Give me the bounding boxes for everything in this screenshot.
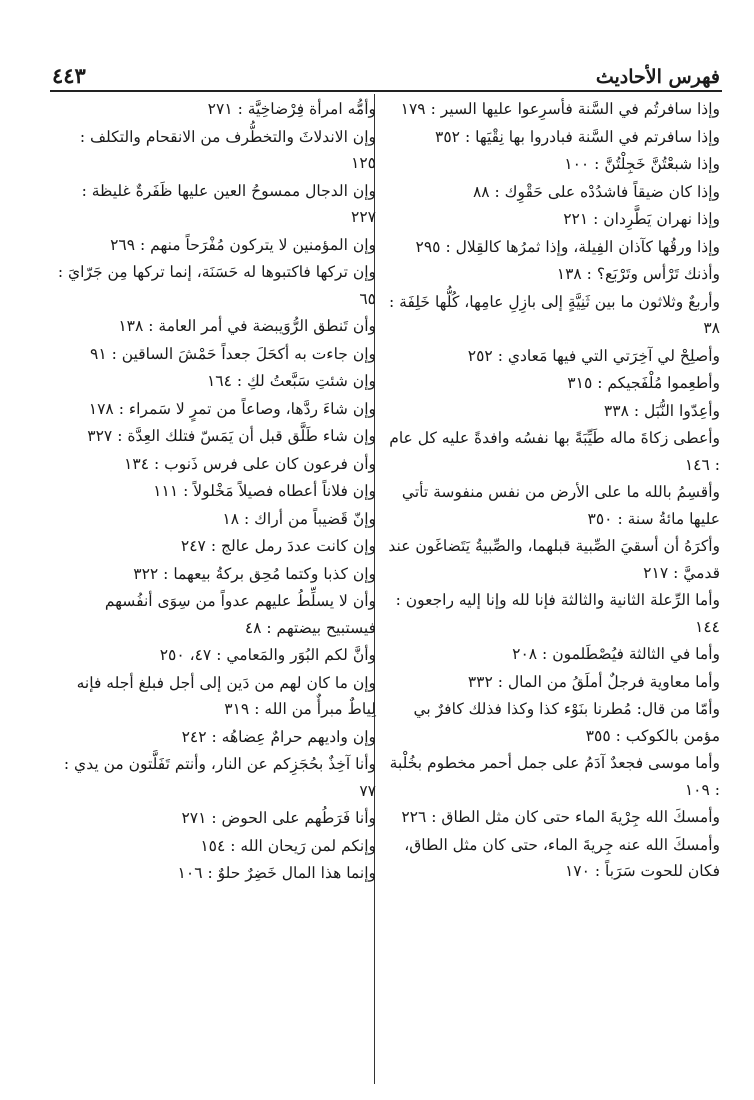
hadith-index-entry: وإذا نهران يَطَّرِدان : ٢٢١: [563, 210, 720, 228]
hadith-index-entry: وإن كذبا وكتما مُحِق بركةُ بيعهما : ٣٢٢: [133, 564, 376, 583]
hadith-index-entry: وإذا كان ضيقاً فاشدُدْه على حَقْوِك : ٨٨: [472, 182, 720, 201]
hadith-index-entry: وأمسكَ الله عنه جِريةَ الماء، حتى كان مثل الطاق، فكان للحوت سَرَباً : ١٧٠: [404, 835, 720, 880]
header-rule: [50, 90, 722, 92]
hadith-index-entry: وإذا شبعْتُنَّ خَجِلْتُنَّ : ١٠٠: [564, 155, 720, 173]
hadith-index-entry: وأنا آخِذٌ بحُجَزِكم عن النار، وأنتم تَفَلَّتون من يدي : ٧٧: [63, 755, 376, 800]
hadith-index-entry: وإذا سافرتُم في السَّنة فأسرِعوا عليها السير : ١٧٩: [400, 100, 720, 118]
hadith-index-entry: وإن واديهم حرامٌ عِضاهُه : ٢٤٢: [181, 727, 376, 746]
hadith-index-entry: وأمّا من قال: مُطرنا بنَوْء كذا وكذا فذلك كافرٌ بي مؤمن بالكوكب : ٣٥٥: [413, 700, 720, 745]
hadith-index-column-right: [384, 96, 720, 1080]
hadith-index-entry: وإن الاندلاثَ والتخطُّرف من الانقحام والتكلف : ١٢٥: [79, 127, 376, 172]
hadith-index-entry: وأما الرِّعلة الثانية والثالثة فإنا لله وإنا إليه راجعون : ١٤٤: [395, 591, 720, 636]
hadith-index-entry: وأن فرعون كان على فرس ذَنوب : ١٣٤: [124, 454, 376, 473]
hadith-index-entry: وإنكم لمن رَيحان الله : ١٥٤: [200, 836, 376, 855]
hadith-index-entry: وإذا سافرتم في السَّنة فبادروا بها نِقْيَها : ٣٥٢: [435, 127, 720, 146]
hadith-index-entry: وإن شاءَ ردَّها، وصاعاً من تمرٍ لا سَمراء : ١٧٨: [88, 399, 376, 418]
hadith-index-entry: وإن الدجال ممسوحُ العين عليها ظَفَرةٌ غليظة : ٢٢٧: [81, 181, 376, 226]
hadith-index-entry: وأما معاوية فرجلٌ أملَقُ من المال : ٣٣٢: [467, 672, 720, 691]
hadith-index-entry: وإن كانت عددَ رمل عالج : ٢٤٧: [180, 537, 376, 555]
hadith-index-entry: وأنَّ لكم البُوَر والمَعامي : ٤٧، ٢٥٠: [159, 646, 376, 664]
hadith-index-entry: وأنا فَرَطُهم على الحوض : ٢٧١: [181, 809, 376, 827]
hadith-index-entry: وأصلِحْ لي آخِرَتي التي فيها مَعادي : ٢٥٢: [467, 346, 720, 365]
hadith-index-entry: وأمُّه امرأة فِرْضاخِيَّة : ٢٧١: [207, 100, 376, 118]
hadith-index-entry: وأعِدّوا النُّبَل : ٣٣٨: [603, 401, 720, 420]
hadith-index-entry: وإن المؤمنين لا يتركون مُفْرَحاً منهم : ٢٦٩: [110, 235, 376, 254]
hadith-index-entry: وإنّ قَضيباً من أراك : ١٨: [222, 509, 376, 528]
page-header: [52, 56, 720, 88]
hadith-index-entry: وأربعٌ وثلاثون ما بين ثَنِيَّةٍ إلى بازِلِ عامِها، كُلُّها خَلِفَة : ٣٨: [389, 292, 720, 337]
hadith-index-entry: وإن شاء طَلَّق قبل أن يَمَسّ فتلك العِدَّة : ٣٢٧: [87, 427, 376, 445]
hadith-index-entry: وإن جاءت به أكحَلَ جعداً حَمْشَ الساقين : ٩١: [90, 344, 376, 363]
hadith-index-entry: وأقسِمُ بالله ما على الأرض من نفس منفوسة تأتي عليها مائةُ سنة : ٣٥٠: [401, 483, 720, 528]
hadith-index-entry: وإن شئتِ سَبَّعتُ لكِ : ١٦٤: [206, 372, 376, 390]
hadith-index-column-left: [52, 96, 376, 1080]
hadith-index-entry: وإنما هذا المال خَضِرٌ حلوٌ : ١٠٦: [177, 864, 376, 882]
hadith-index-entry: وأكرَهُ أن أسقيَ الصِّبية قبلهما، والصِّبيةُ يَتَضاغَون عند قدميَّ : ٢١٧: [388, 537, 720, 582]
hadith-index-entry: وأذنك تَرْأس وتَرْبَع؟ : ١٣٨: [556, 265, 720, 283]
hadith-index-entry: وأعطى زكاةَ ماله طَيِّبَةً بها نفسُه وافدةً عليه كل عام : ١٤٦: [389, 429, 720, 474]
running-title: فهرس الأحاديث: [595, 66, 720, 88]
hadith-index-entry: وإذا ورقُها كآذان الفِيلة، وإذا ثمرُها كالقِلال : ٢٩٥: [415, 237, 720, 256]
page-number: ٤٤٣: [52, 63, 86, 88]
hadith-index-entry: وأمسكَ الله جِرْيةَ الماء حتى كان مثل الطاق : ٢٢٦: [401, 808, 720, 826]
hadith-index-entry: وأطعِموا مُلْفَجيكم : ٣١٥: [567, 374, 720, 392]
hadith-index-entry: وإن ما كان لهم من دَين إلى أجل فبلغ أجله فإنه لِياطٌ مبرأٌ من الله : ٣١٩: [76, 673, 376, 718]
hadith-index-entry: وأن تَنطق الرُّوَيبضة في أمر العامة : ١٣٨: [118, 317, 376, 335]
hadith-index-entry: وأما في الثالثة فيُصْطَلمون : ٢٠٨: [512, 645, 720, 663]
hadith-index-entry: وأما موسى فجعدٌ آدَمُ على جمل أحمر مخطوم بخُلْبة : ١٠٩: [389, 754, 720, 799]
hadith-index-entry: وإن تركها فاكتبوها له حَسَنَة، إنما تركها مِن جَرّايَ : ٦٥: [57, 263, 376, 308]
hadith-index-entry: وأن لا يسلِّطُ عليهم عدواً من سِوَى أنفُسهم فيستبيح بيضتهم : ٤٨: [104, 592, 376, 637]
hadith-index-entry: وإن فلاناً أعطاه فصيلاً مَخْلولاً : ١١١: [153, 482, 376, 500]
